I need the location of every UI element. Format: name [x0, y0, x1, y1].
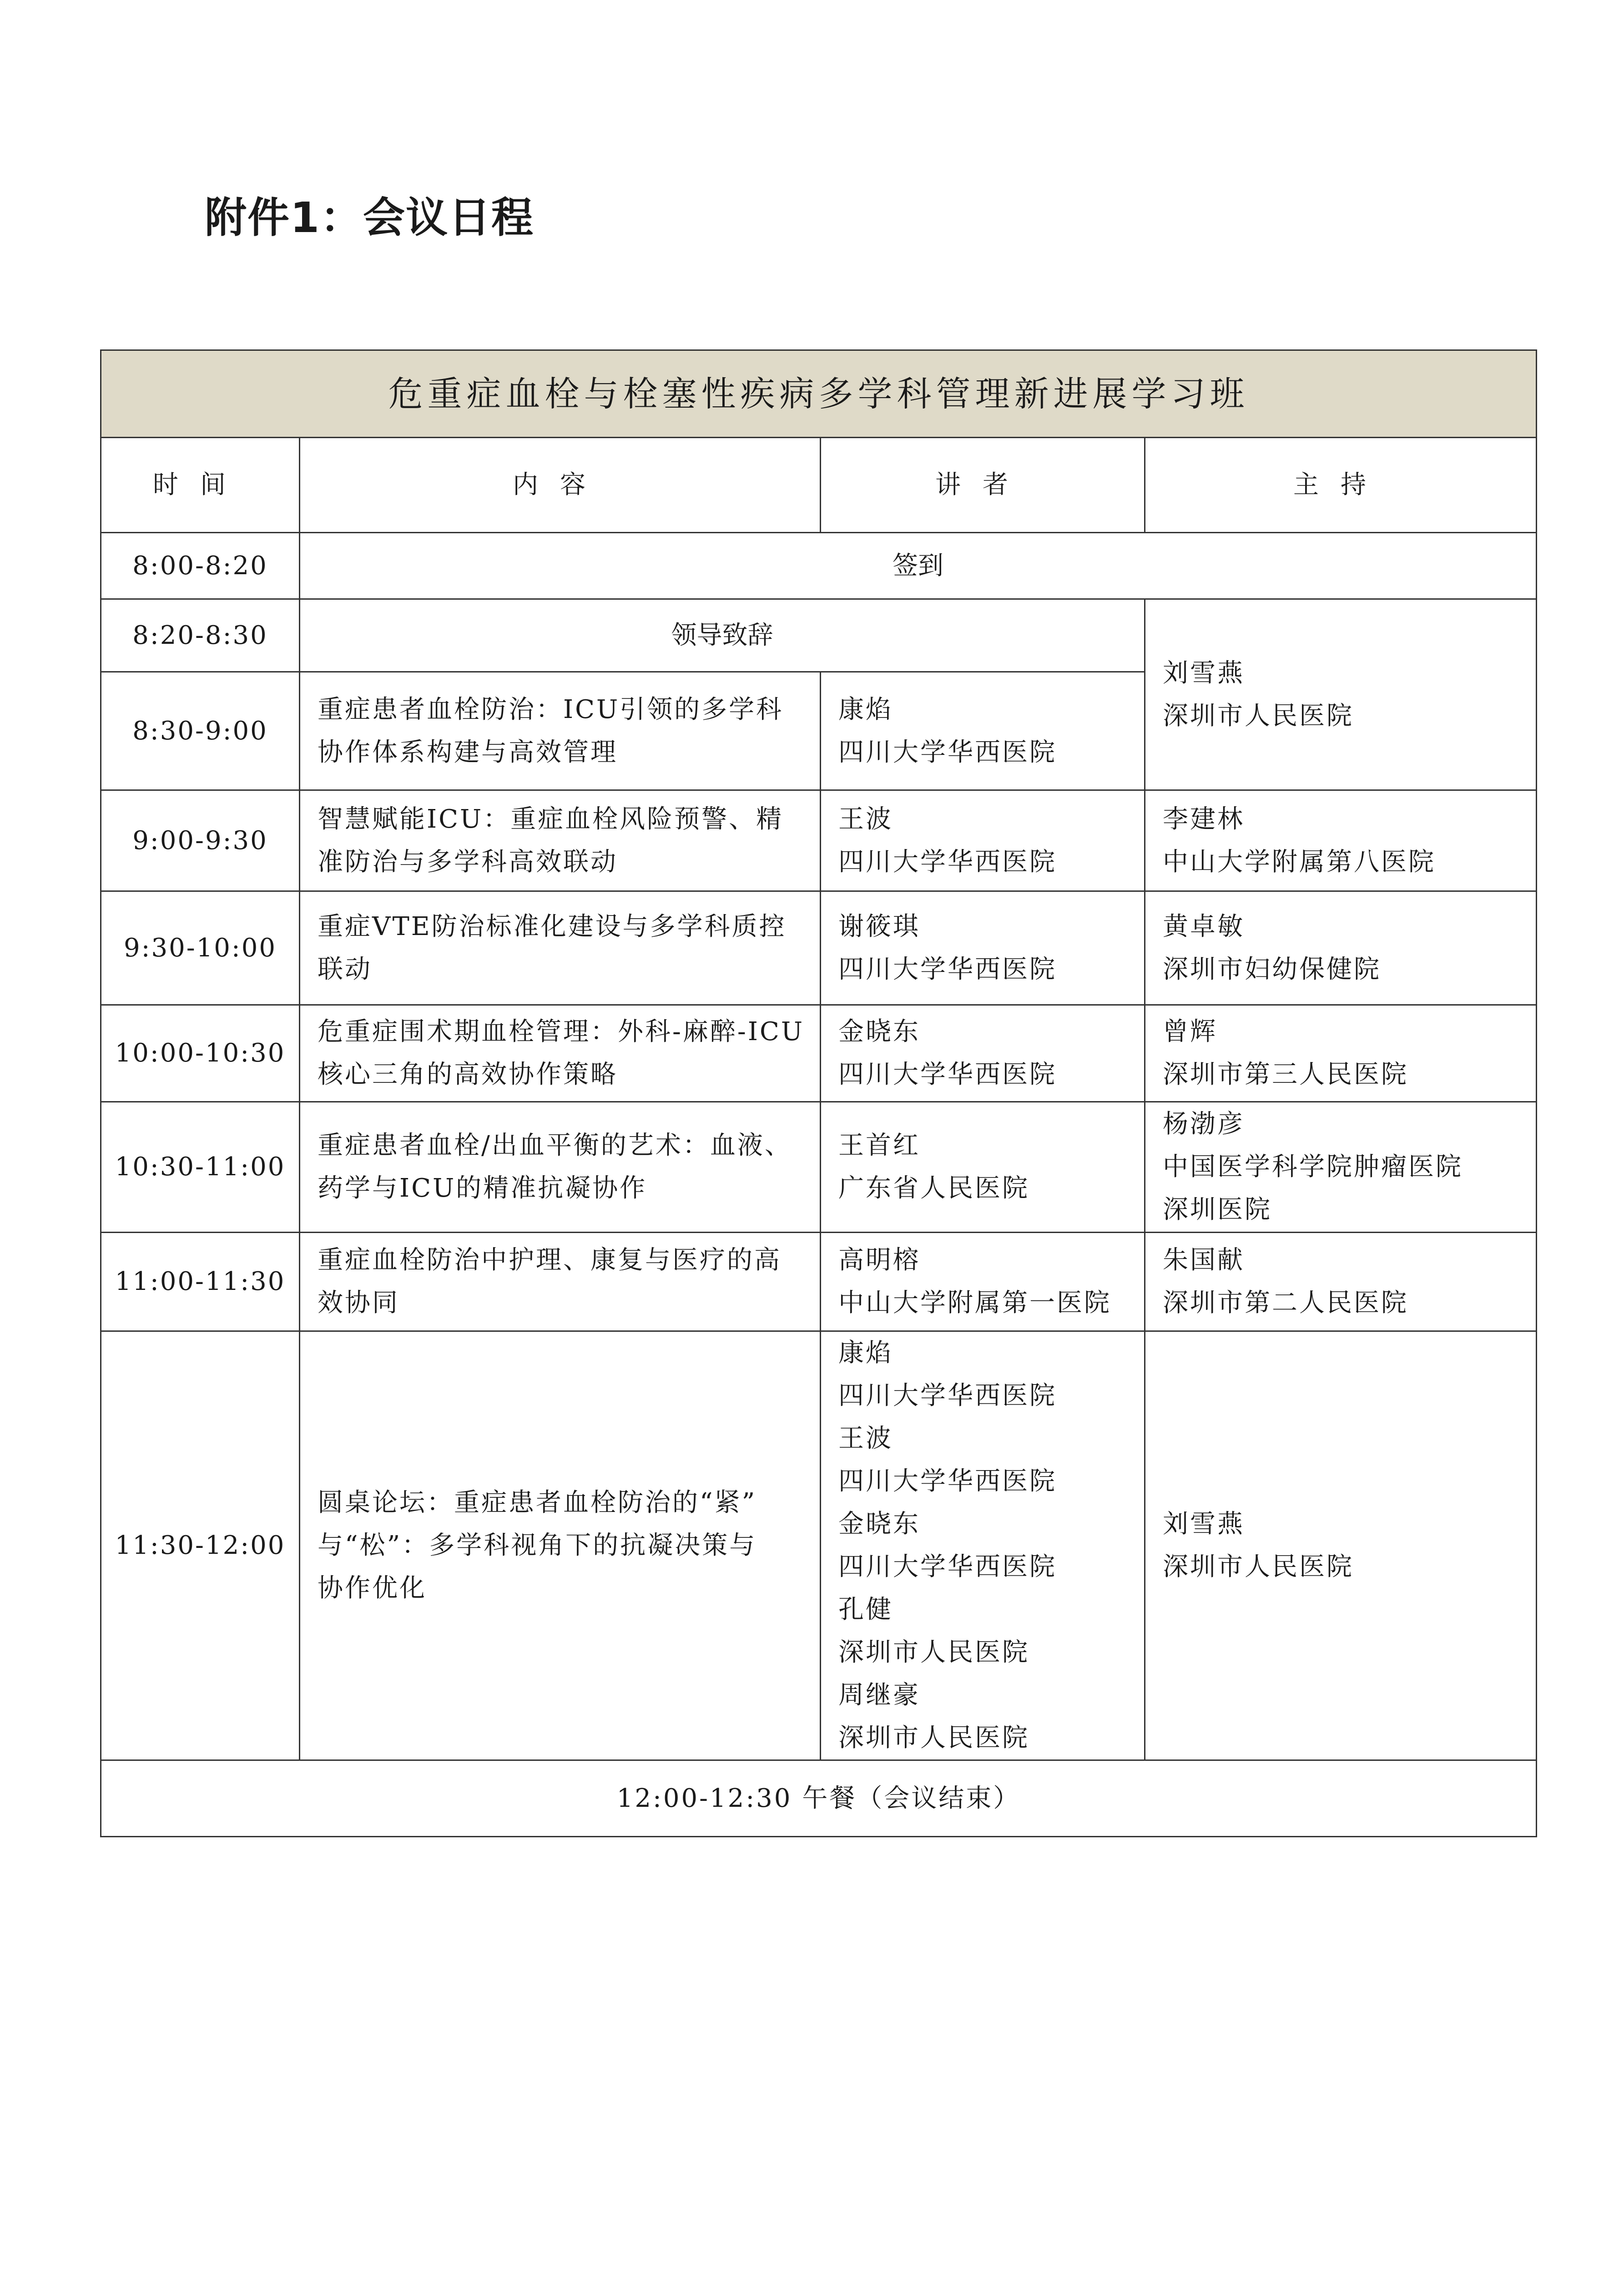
- speaker-affiliation: 四川大学华西医院: [838, 737, 1057, 767]
- speaker-name: 周继豪: [838, 1680, 920, 1710]
- page-heading: 附件1：会议日程: [205, 193, 535, 242]
- speaker-name: 谢筱琪: [838, 911, 920, 941]
- content-line: 与“松”：多学科视角下的抗凝决策与: [318, 1531, 757, 1560]
- speaker-cell: [821, 1005, 1145, 1102]
- speaker-affiliation: 四川大学华西医院: [838, 954, 1057, 984]
- host-cell: [1145, 1233, 1537, 1331]
- table-title-row: [101, 350, 1537, 438]
- speaker-affiliation: 深圳市人民医院: [838, 1638, 1029, 1667]
- content-line: 重症VTE防治标准化建设与多学科质控: [318, 911, 787, 941]
- content-line: 效协同: [318, 1288, 399, 1318]
- host-cell: [1145, 891, 1537, 1005]
- content-line: 圆桌论坛：重症患者血栓防治的“紧”: [318, 1488, 757, 1517]
- host-name: 黄卓敏: [1163, 911, 1245, 941]
- content-cell: [300, 599, 1145, 672]
- host-affiliation: 中山大学附属第八医院: [1163, 847, 1436, 877]
- speaker-affiliation: 四川大学华西医院: [838, 1381, 1057, 1410]
- time-cell: 8:30-9:00: [101, 672, 300, 790]
- content-line: 协作体系构建与高效管理: [318, 737, 618, 767]
- speaker-affiliation: 四川大学华西医院: [838, 1552, 1057, 1582]
- content-cell: [300, 533, 1537, 599]
- host-cell: [1145, 1331, 1537, 1760]
- table-row: [101, 533, 1537, 599]
- schedule-table: [100, 349, 1537, 1837]
- host-affiliation: 深圳医院: [1163, 1195, 1272, 1224]
- time-cell: 11:30-12:00: [101, 1331, 300, 1760]
- host-affiliation: 中国医学科学院肿瘤医院: [1163, 1152, 1463, 1182]
- content-line: 重症血栓防治中护理、康复与医疗的高: [318, 1245, 782, 1275]
- table-row: [101, 891, 1537, 1005]
- content-cell: [300, 1331, 821, 1760]
- host-cell: [1145, 790, 1537, 891]
- speaker-name: 康焰: [838, 1338, 893, 1368]
- table-footer-row: [101, 1760, 1537, 1837]
- content-line: 签到: [893, 551, 943, 581]
- speaker-cell: [821, 891, 1145, 1005]
- content-line: 药学与ICU的精准抗凝协作: [318, 1173, 647, 1203]
- time-cell: 8:00-8:20: [101, 533, 300, 599]
- speaker-cell: [821, 672, 1145, 790]
- host-name: 李建林: [1163, 804, 1245, 834]
- speaker-name: 王波: [838, 1424, 893, 1453]
- host-name: 刘雪燕: [1163, 1509, 1245, 1539]
- time-cell: 9:30-10:00: [101, 891, 300, 1005]
- speaker-affiliation: 四川大学华西医院: [838, 1466, 1057, 1496]
- speaker-cell: [821, 790, 1145, 891]
- time-cell: 9:00-9:30: [101, 790, 300, 891]
- content-line: 协作优化: [318, 1573, 427, 1603]
- speaker-cell: [821, 1233, 1145, 1331]
- host-affiliation: 深圳市第三人民医院: [1163, 1060, 1408, 1089]
- host-name: 朱国献: [1163, 1245, 1245, 1275]
- speaker-name: 康焰: [838, 694, 893, 724]
- host-affiliation: 深圳市第二人民医院: [1163, 1288, 1408, 1318]
- content-cell: [300, 790, 821, 891]
- content-line: 准防治与多学科高效联动: [318, 847, 618, 877]
- speaker-affiliation: 广东省人民医院: [838, 1173, 1029, 1203]
- table-row: [101, 790, 1537, 891]
- table-header-row: [101, 438, 1537, 533]
- content-line: 智慧赋能ICU：重症血栓风险预警、精: [318, 804, 784, 834]
- host-cell: [1145, 599, 1537, 790]
- host-affiliation: 深圳市妇幼保健院: [1163, 954, 1381, 984]
- header-content: 内容: [300, 438, 821, 533]
- content-cell: [300, 1102, 821, 1233]
- header-time: 时间: [101, 438, 300, 533]
- time-cell: 10:00-10:30: [101, 1005, 300, 1102]
- table-row: [101, 1102, 1537, 1233]
- speaker-cell: [821, 1102, 1145, 1233]
- speaker-name: 高明榕: [838, 1245, 920, 1275]
- footer-cell: 12:00-12:30 午餐（会议结束）: [101, 1760, 1537, 1837]
- content-line: 核心三角的高效协作策略: [318, 1060, 618, 1089]
- content-line: 联动: [318, 954, 372, 984]
- speaker-name: 金晓东: [838, 1509, 920, 1539]
- speaker-name: 金晓东: [838, 1017, 920, 1046]
- host-name: 曾辉: [1163, 1017, 1217, 1046]
- speaker-affiliation: 深圳市人民医院: [838, 1723, 1029, 1753]
- speaker-name: 王首红: [838, 1131, 920, 1160]
- content-line: 领导致辞: [671, 620, 773, 650]
- table-row: [101, 1233, 1537, 1331]
- content-cell: [300, 891, 821, 1005]
- speaker-affiliation: 四川大学华西医院: [838, 847, 1057, 877]
- table-title: 危重症血栓与栓塞性疾病多学科管理新进展学习班: [101, 350, 1537, 438]
- time-cell: 11:00-11:30: [101, 1233, 300, 1331]
- host-affiliation: 深圳市人民医院: [1163, 701, 1354, 731]
- time-cell: 8:20-8:30: [101, 599, 300, 672]
- content-line: 重症患者血栓防治：ICU引领的多学科: [318, 694, 784, 724]
- speaker-cell: [821, 1331, 1145, 1760]
- host-cell: [1145, 1102, 1537, 1233]
- speaker-affiliation: 中山大学附属第一医院: [838, 1288, 1111, 1318]
- table-row: [101, 599, 1537, 672]
- host-name: 刘雪燕: [1163, 658, 1245, 688]
- header-host: 主持: [1145, 438, 1537, 533]
- content-line: 危重症围术期血栓管理：外科-麻醉-ICU: [318, 1017, 805, 1046]
- speaker-affiliation: 四川大学华西医院: [838, 1060, 1057, 1089]
- table-row: [101, 1331, 1537, 1760]
- host-name: 杨渤彦: [1163, 1109, 1245, 1139]
- time-cell: 10:30-11:00: [101, 1102, 300, 1233]
- speaker-name: 孔健: [838, 1595, 893, 1624]
- content-line: 重症患者血栓/出血平衡的艺术：血液、: [318, 1131, 792, 1160]
- speaker-name: 王波: [838, 804, 893, 834]
- table-row: [101, 1005, 1537, 1102]
- content-cell: [300, 1005, 821, 1102]
- host-cell: [1145, 1005, 1537, 1102]
- header-speaker: 讲者: [821, 438, 1145, 533]
- host-affiliation: 深圳市人民医院: [1163, 1552, 1354, 1582]
- content-cell: [300, 1233, 821, 1331]
- content-cell: [300, 672, 821, 790]
